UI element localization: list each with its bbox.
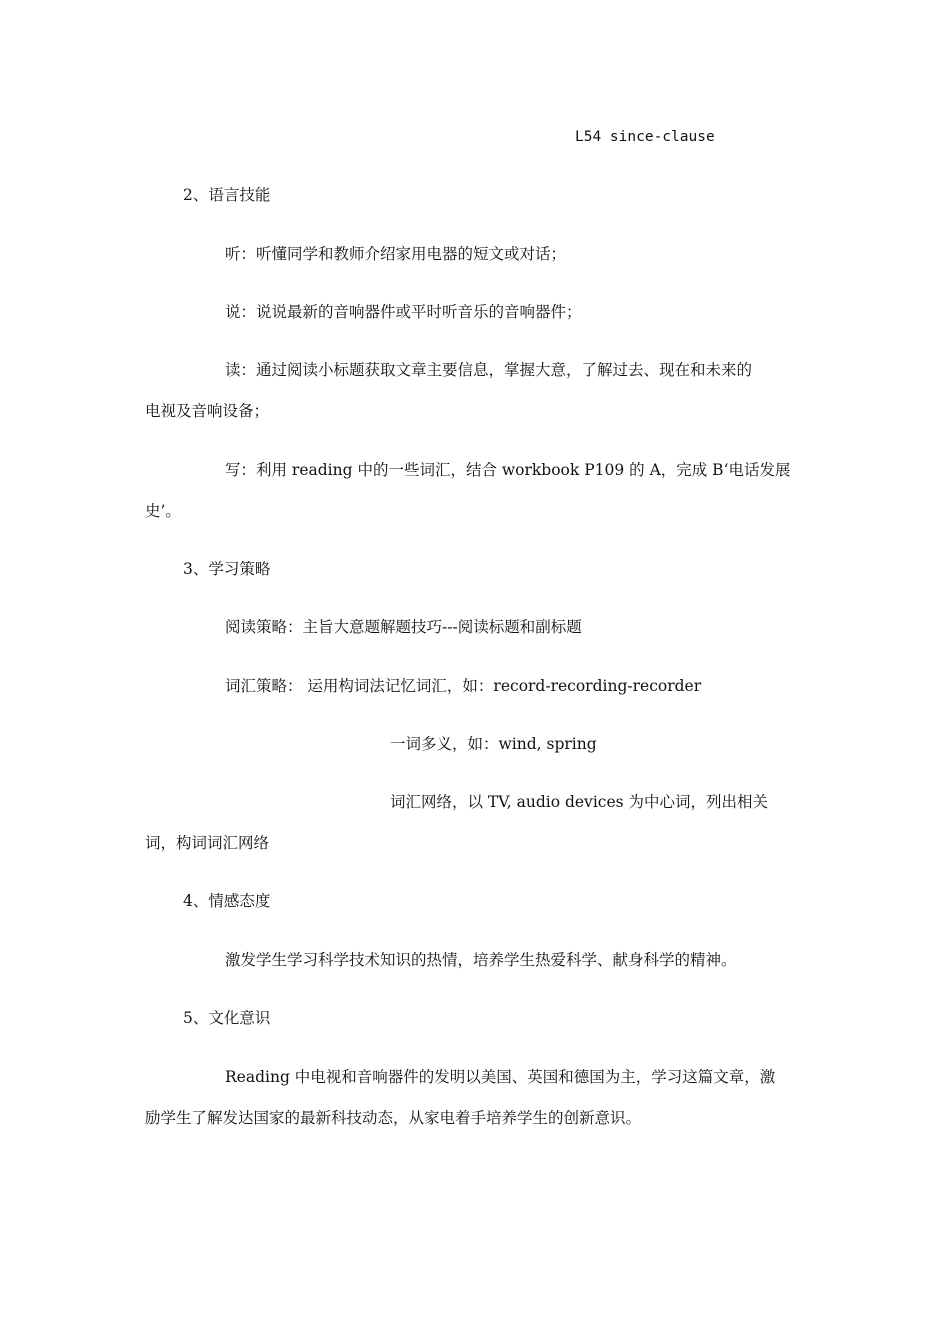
writing-skill-line-2: 史’。 (145, 502, 181, 520)
reading-skill-line-1: 读：通过阅读小标题获取文章主要信息，掌握大意，了解过去、现在和未来的 (225, 361, 753, 379)
vocabulary-polysemy: 一词多义，如：wind, spring (390, 735, 597, 753)
listening-skill: 听：听懂同学和教师介绍家用电器的短文或对话； (225, 245, 567, 263)
section-2-heading: 2、语言技能 (183, 186, 271, 204)
section-3-heading: 3、学习策略 (183, 560, 271, 578)
emotional-attitude-text: 激发学生学习科学技术知识的热情，培养学生热爱科学、献身科学的精神。 (225, 951, 737, 969)
vocabulary-strategy: 词汇策略： 运用构词法记忆词汇，如：record-recording-recorder (225, 677, 702, 695)
reading-strategy: 阅读策略：主旨大意题解题技巧---阅读标题和副标题 (225, 618, 582, 636)
section-4-heading: 4、情感态度 (183, 892, 271, 910)
writing-skill-line-1: 写：利用 reading 中的一些词汇，结合 workbook P109 的 A，完成 B‘电话发展 (225, 461, 791, 479)
speaking-skill: 说：说说最新的音响器件或平时听音乐的音响器件； (225, 303, 582, 321)
cultural-awareness-line-1: Reading 中电视和音响器件的发明以美国、英国和德国为主，学习这篇文章，激 (225, 1068, 776, 1086)
lesson-reference: L54 since-clause (575, 129, 715, 145)
cultural-awareness-line-2: 励学生了解发达国家的最新科技动态，从家电着手培养学生的创新意识。 (145, 1109, 642, 1127)
vocabulary-network-line-1: 词汇网络，以 TV, audio devices 为中心词，列出相关 (390, 793, 769, 811)
vocabulary-network-line-2: 词，构词词汇网络 (145, 834, 270, 852)
reading-skill-line-2: 电视及音响设备； (145, 402, 270, 420)
section-5-heading: 5、文化意识 (183, 1009, 271, 1027)
